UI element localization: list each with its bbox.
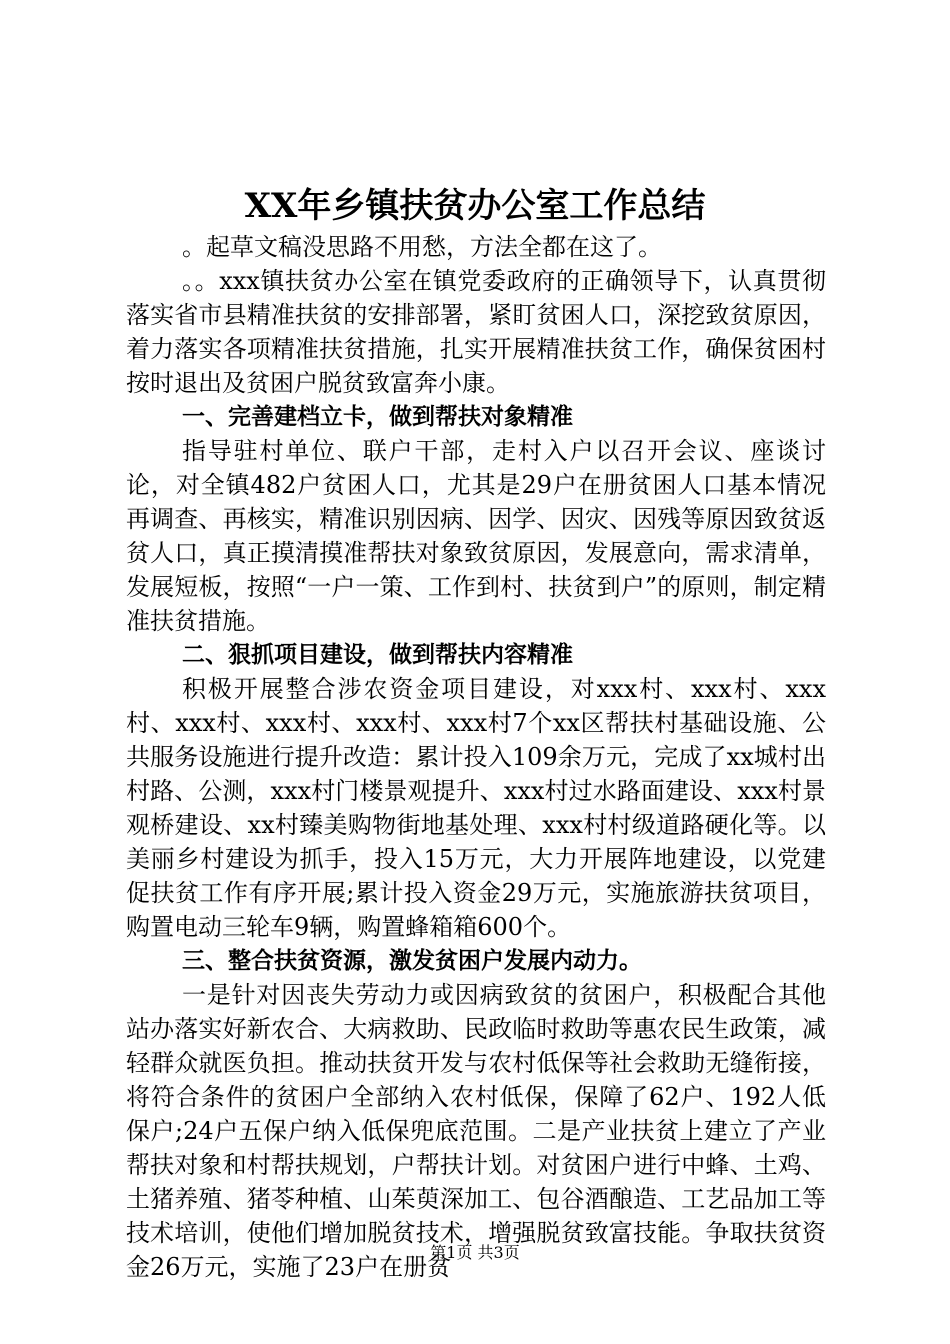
body-paragraph: 积极开展整合涉农资金项目建设，对xxx村、xxx村、xxx村、xxx村、xxx村、xxx村、xxx村7个xx区帮扶村基础设施、公共服务设施进行提升改造：累计投入109余万元，完成了xx城村出村路、公测，xxx村门楼景观提升、xxx村过水路面建设、xxx村景观桥建设、xx村臻美购物街地基处理、xxx村村级道路硬化等。以美丽乡村建设为抓手，投入15万元，大力开展阵地建设，以党建促扶贫工作有序开展;累计投入资金29万元，实施旅游扶贫项目，购置电动三轮车9辆，购置蜂箱箱600个。 [126, 675, 826, 941]
body-paragraph: 。。xxx镇扶贫办公室在镇党委政府的正确领导下，认真贯彻落实省市县精准扶贫的安排部署，紧盯贫困人口，深挖致贫原因，着力落实各项精准扶贫措施，扎实开展精准扶贫工作，确保贫困村按时退出及贫困户脱贫致富奔小康。 [126, 267, 826, 397]
document-title: XX年乡镇扶贫办公室工作总结 [244, 186, 706, 226]
body-paragraph: 一是针对因丧失劳动力或因病致贫的贫困户，积极配合其他站办落实好新农合、大病救助、民政临时救助等惠农民生政策，减轻群众就医负担。推动扶贫开发与农村低保等社会救助无缝衔接，将符合条件的贫困户全部纳入农村低保，保障了62户、192人低保户;24户五保户纳入低保兜底范围。二是产业扶贫上建立了产业帮扶对象和村帮扶规划，户帮扶计划。对贫困户进行中蜂、土鸡、土猪养殖、猪苓种植、山茱萸深加工、包谷酒酿造、工艺品加工等技术培训，使他们增加脱贫技术，增强脱贫致富技能。争取扶贫资金26万元，实施了23户在册贫 [126, 981, 826, 1281]
body-paragraph: 。起草文稿没思路不用愁，方法全都在这了。 [182, 233, 662, 261]
section-heading: 一、完善建档立卡，做到帮扶对象精准 [182, 404, 573, 430]
document-body [126, 230, 826, 1284]
body-paragraph: 指导驻村单位、联户干部，走村入户以召开会议、座谈讨论，对全镇482户贫困人口，尤其是29户在册贫困人口基本情况再调查、再核实，精准识别因病、因学、因灾、因残等原因致贫返贫人口，真正摸清摸准帮扶对象致贫原因，发展意向，需求清单，发展短板，按照“一户一策、工作到村、扶贫到户”的原则，制定精准扶贫措施。 [126, 437, 826, 635]
page-footer: 第1页 共3页 [430, 1243, 520, 1262]
section-heading: 二、狠抓项目建设，做到帮扶内容精准 [182, 642, 573, 668]
section-heading: 三、整合扶贫资源，激发贫困户发展内动力。 [182, 948, 642, 974]
